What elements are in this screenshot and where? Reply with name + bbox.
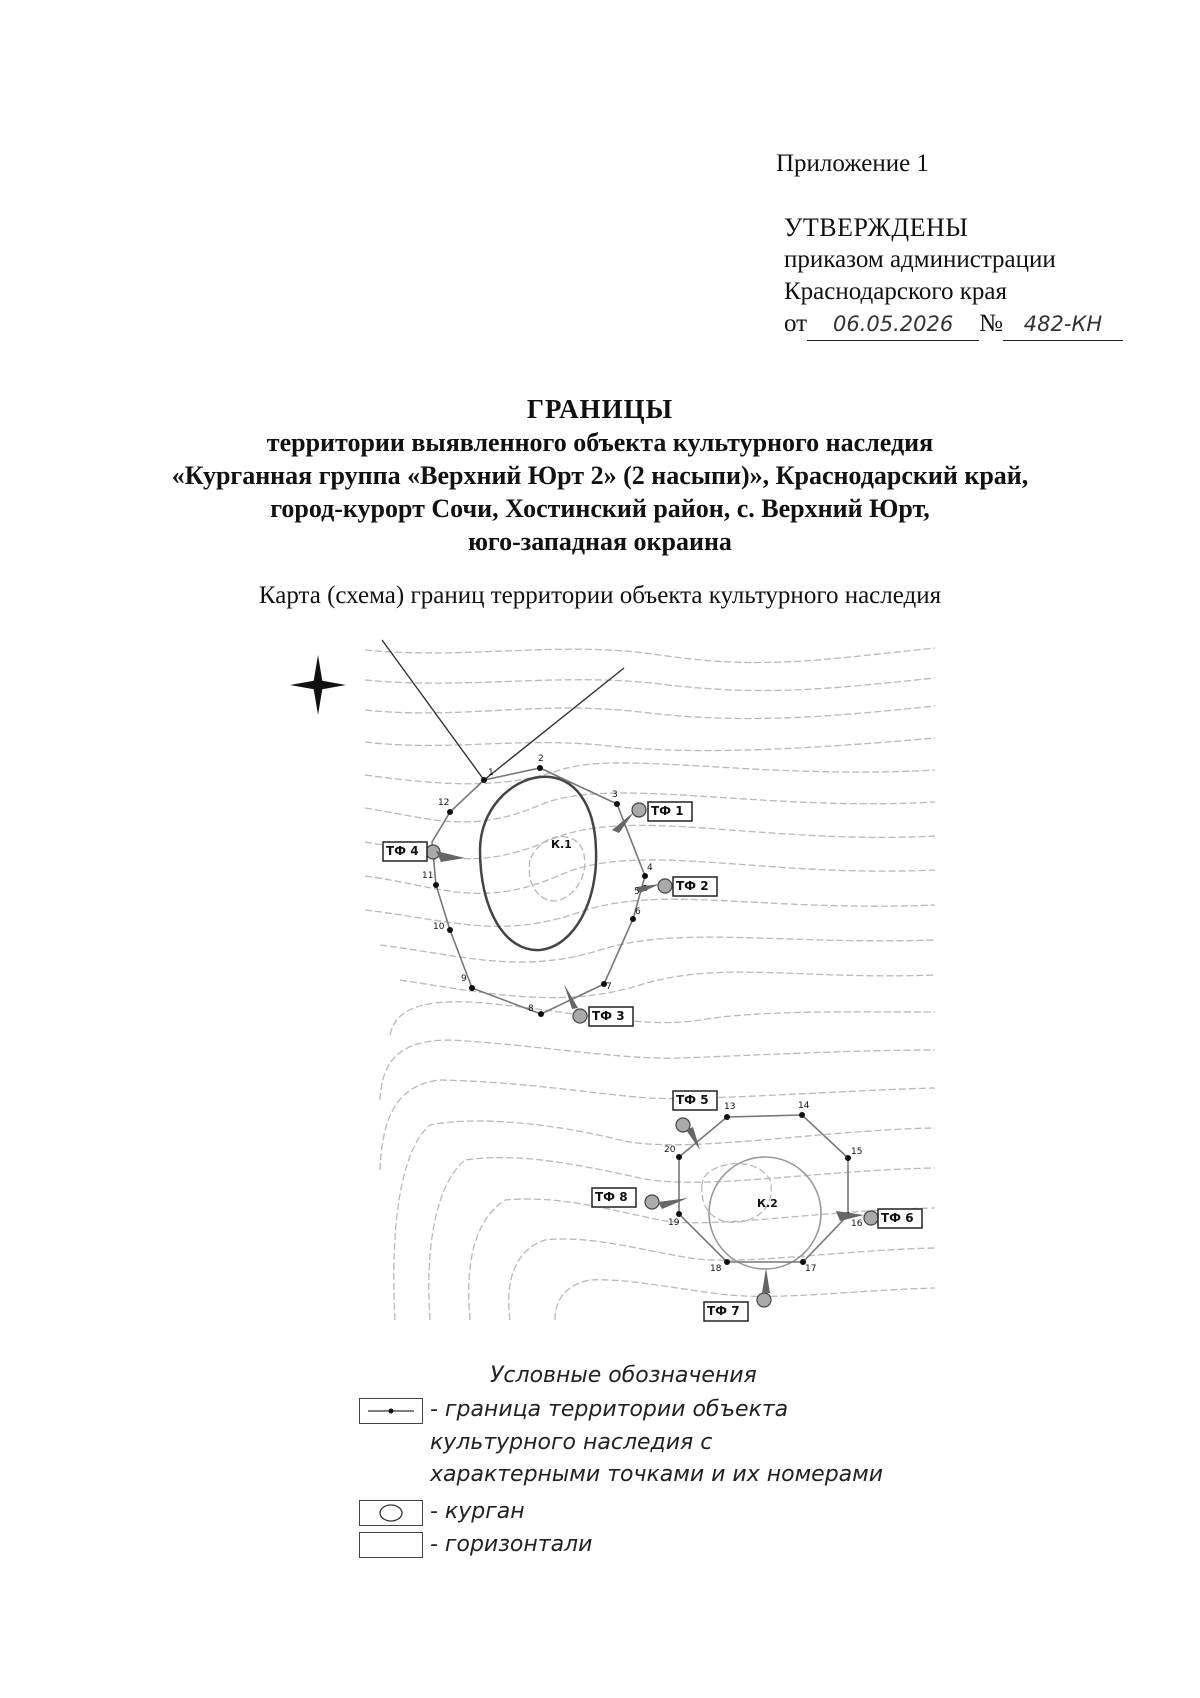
- point-number: 8: [528, 1004, 534, 1014]
- legend-boundary-line-1: - граница территории объекта: [430, 1397, 789, 1422]
- legend-mound: - курган: [430, 1499, 525, 1524]
- boundary-vertices: [433, 765, 851, 1265]
- date-prefix: от: [784, 310, 808, 337]
- point-number: 10: [433, 922, 445, 932]
- fixed-point-label: ТФ 5: [676, 1093, 709, 1107]
- point-number: 17: [805, 1264, 817, 1274]
- point-number: 1: [488, 768, 494, 778]
- mound-1-boundary: [480, 777, 596, 950]
- point-number: 14: [798, 1101, 810, 1111]
- territory-boundary-2: [679, 1115, 848, 1262]
- point-number: 16: [851, 1219, 863, 1229]
- approval-date: 06.05.2026: [807, 308, 979, 341]
- legend-boundary-line-3: характерными точками и их номерами: [430, 1462, 884, 1487]
- point-number: 11: [422, 871, 434, 881]
- boundary-symbol-icon: [360, 1399, 422, 1423]
- fixed-point-label: ТФ 3: [592, 1009, 625, 1023]
- point-number: 20: [664, 1145, 676, 1155]
- legend-swatch-mound: [359, 1500, 423, 1526]
- legend-contours: - горизонтали: [430, 1532, 593, 1557]
- fixed-point-label: ТФ 2: [676, 879, 709, 893]
- point-number: 6: [635, 907, 641, 917]
- fixed-point-label-boxes: [383, 802, 922, 1321]
- point-number: 13: [724, 1102, 736, 1112]
- legend-swatch-contours: [359, 1532, 423, 1558]
- title-line-1: территории выявленного объекта культурного наследия: [266, 428, 934, 457]
- title-main: ГРАНИЦЫ: [526, 394, 674, 424]
- north-arrow-icon: [290, 655, 346, 715]
- mound-label: К.2: [757, 1197, 778, 1210]
- title-line-2: «Курганная группа «Верхний Юрт 2» (2 насыпи)», Краснодарский край,: [171, 461, 1029, 490]
- fixed-point-markers: [426, 803, 878, 1307]
- mound-symbol-icon: [360, 1501, 422, 1525]
- point-number: 2: [538, 754, 544, 764]
- legend-boundary-line-2: культурного наследия с: [430, 1430, 713, 1455]
- fixed-point-label: ТФ 1: [651, 804, 684, 818]
- appendix-label: Приложение 1: [776, 150, 929, 177]
- point-number: 19: [668, 1218, 680, 1228]
- title-line-3: город-курорт Сочи, Хостинский район, с. Верхний Юрт,: [270, 494, 930, 523]
- fixed-point-label: ТФ 8: [595, 1190, 628, 1204]
- legend-swatch-boundary: [359, 1398, 423, 1424]
- point-number: 3: [612, 790, 618, 800]
- title-line-4: юго-западная окраина: [468, 527, 732, 556]
- legend-title: Условные обозначения: [490, 1363, 757, 1388]
- point-number: 12: [438, 798, 450, 808]
- point-number: 5: [634, 887, 640, 897]
- point-number: 7: [606, 982, 612, 992]
- fixed-point-pointers: [436, 812, 864, 1293]
- fixed-point-label: ТФ 6: [881, 1211, 914, 1225]
- reference-lines: [382, 640, 624, 780]
- mound-label: К.1: [551, 838, 572, 851]
- fixed-point-label: ТФ 7: [707, 1304, 740, 1318]
- approved-title: УТВЕРЖДЕНЫ: [784, 213, 969, 242]
- approval-number: 482-КН: [1003, 308, 1123, 341]
- approved-line-1: приказом администрации: [784, 246, 1056, 273]
- number-prefix: №: [979, 310, 1003, 337]
- approved-line-2: Краснодарского края: [784, 278, 1007, 305]
- point-number: 4: [647, 863, 653, 873]
- point-number: 9: [461, 974, 467, 984]
- point-number: 18: [710, 1264, 722, 1274]
- mound-2-boundary: [709, 1157, 821, 1269]
- fixed-point-label: ТФ 4: [386, 844, 419, 858]
- point-number: 15: [851, 1147, 863, 1157]
- contour-lines: [365, 648, 935, 1320]
- map-subtitle: Карта (схема) границ территории объекта культурного наследия: [258, 582, 942, 609]
